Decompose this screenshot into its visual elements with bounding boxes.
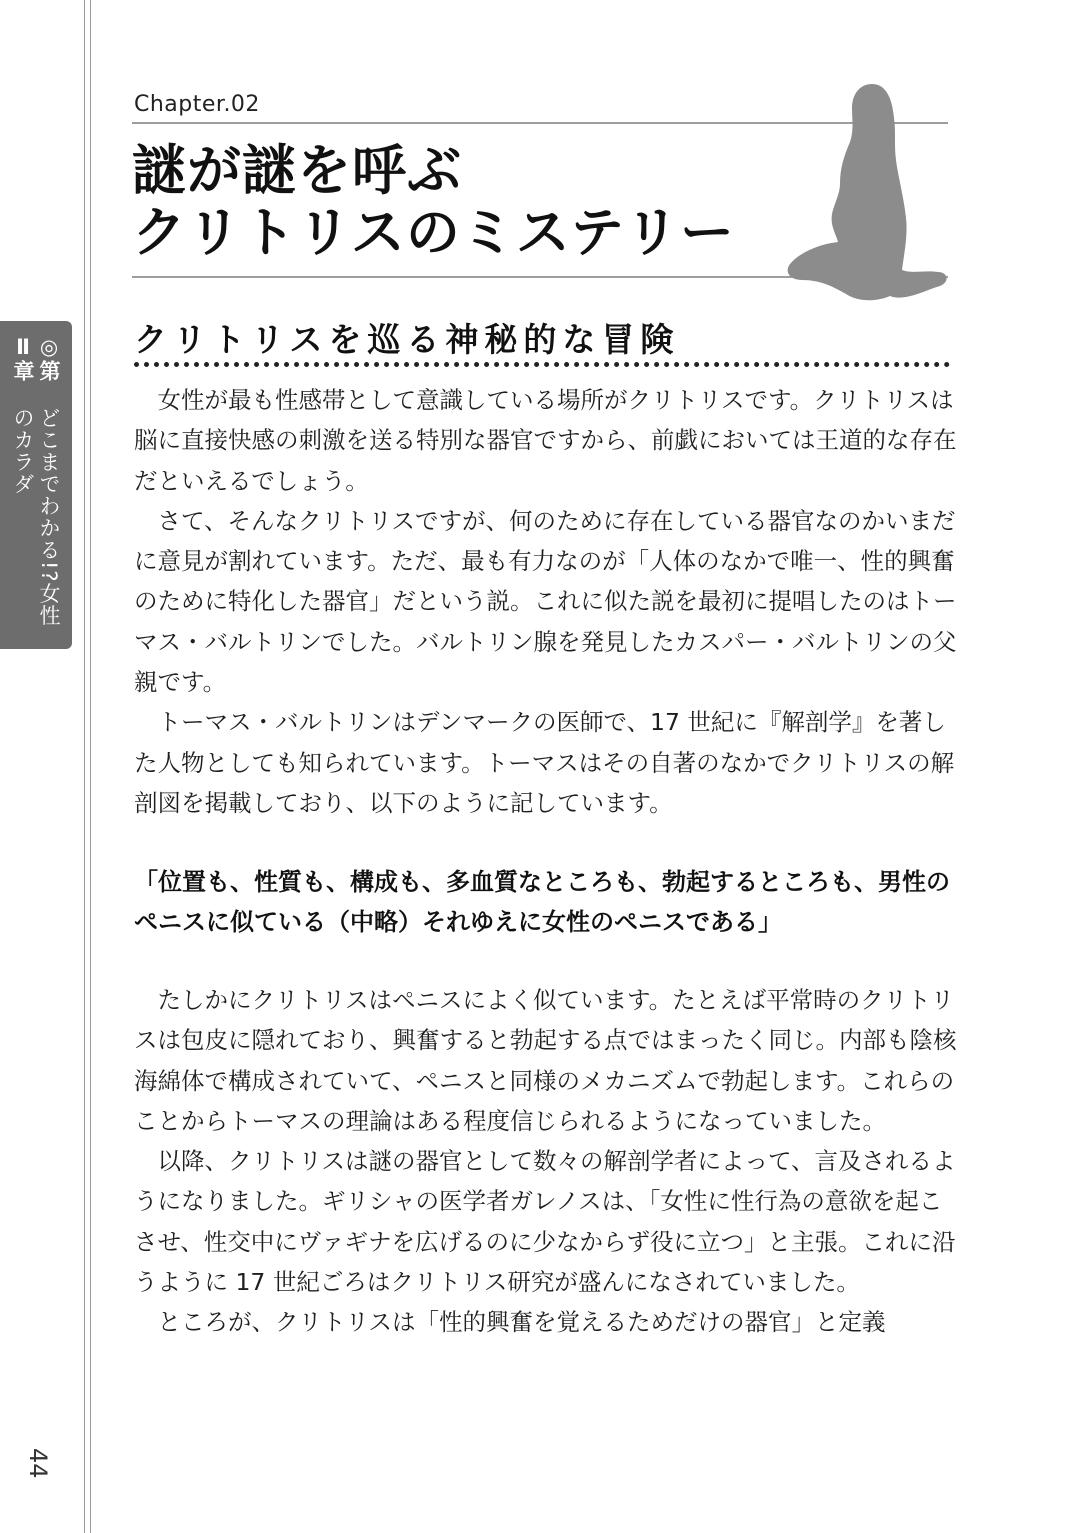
- dotted-divider: [134, 362, 950, 367]
- body-paragraph: さて、そんなクリトリスですが、何のために存在している器官なのかいまだに意見が割れています。ただ、最も有力なのが「人体のなかで唯一、性的興奮のために特化した器官」だという説。これに似た説を最初に提唱したのはトーマス・バルトリンでした。バルトリン腺を発見したカスパー・バルトリンの父親です。: [134, 506, 957, 697]
- body-paragraph: たしかにクリトリスはペニスによく似ています。たとえば平常時のクリトリスは包皮に隠れており、興奮すると勃起する点ではまったく同じ。内部も陰核海綿体で構成されていて、ペニスと同様のメカニズムで勃起します。これらのことからトーマスの理論はある程度信じられるようになっていました。: [134, 986, 957, 1135]
- block-quote: 「位置も、性質も、構成も、多血質なところも、勃起するところも、男性のペニスに似ている（中略）それゆえに女性のペニスである」: [134, 868, 950, 936]
- chapter-side-tab: [0, 321, 72, 649]
- side-tab-chapter: ◎第Ⅱ章: [11, 335, 61, 382]
- title-line-2: クリトリスのミステリー: [132, 201, 735, 264]
- page-number: 44: [24, 1448, 52, 1479]
- silhouette-shape: [788, 84, 947, 300]
- page-title: [132, 140, 735, 264]
- margin-line: [90, 0, 91, 1533]
- side-tab-subtitle: どこまでわかる!?女性のカラダ: [11, 406, 61, 627]
- body-text-after-quote: [134, 980, 960, 1343]
- chapter-label: Chapter.02: [134, 92, 260, 117]
- title-line-1: 謎が謎を呼ぶ: [132, 139, 462, 202]
- body-paragraph: 以降、クリトリスは謎の器官として数々の解剖学者によって、言及されるようになりました。ギリシャの医学者ガレノスは、「女性に性行為の意欲を起こさせ、性交中にヴァギナを広げるのに少なからず役に立つ」と主張。これに沿うように 17 世紀ごろはクリトリス研究が盛んになされていました。: [134, 1147, 956, 1297]
- body-paragraph: ところが、クリトリスは「性的興奮を覚えるためだけの器官」と定義: [157, 1308, 886, 1337]
- side-tab-text: [10, 335, 62, 635]
- body-paragraph: トーマス・バルトリンはデンマークの医師で、17 世紀に『解剖学』を著した人物としても知られています。トーマスはその自著のなかでクリトリスの解剖図を掲載しており、以下のように記しています。: [134, 708, 955, 817]
- woman-silhouette-illustration: [780, 76, 960, 308]
- margin-line: [84, 0, 85, 1533]
- section-heading: クリトリスを巡る神秘的な冒険: [134, 320, 680, 359]
- body-text-before-quote: [134, 380, 960, 823]
- body-paragraph: 女性が最も性感帯として意識している場所がクリトリスです。クリトリスは脳に直接快感の刺激を送る特別な器官ですから、前戯においては王道的な存在だといえるでしょう。: [134, 386, 957, 495]
